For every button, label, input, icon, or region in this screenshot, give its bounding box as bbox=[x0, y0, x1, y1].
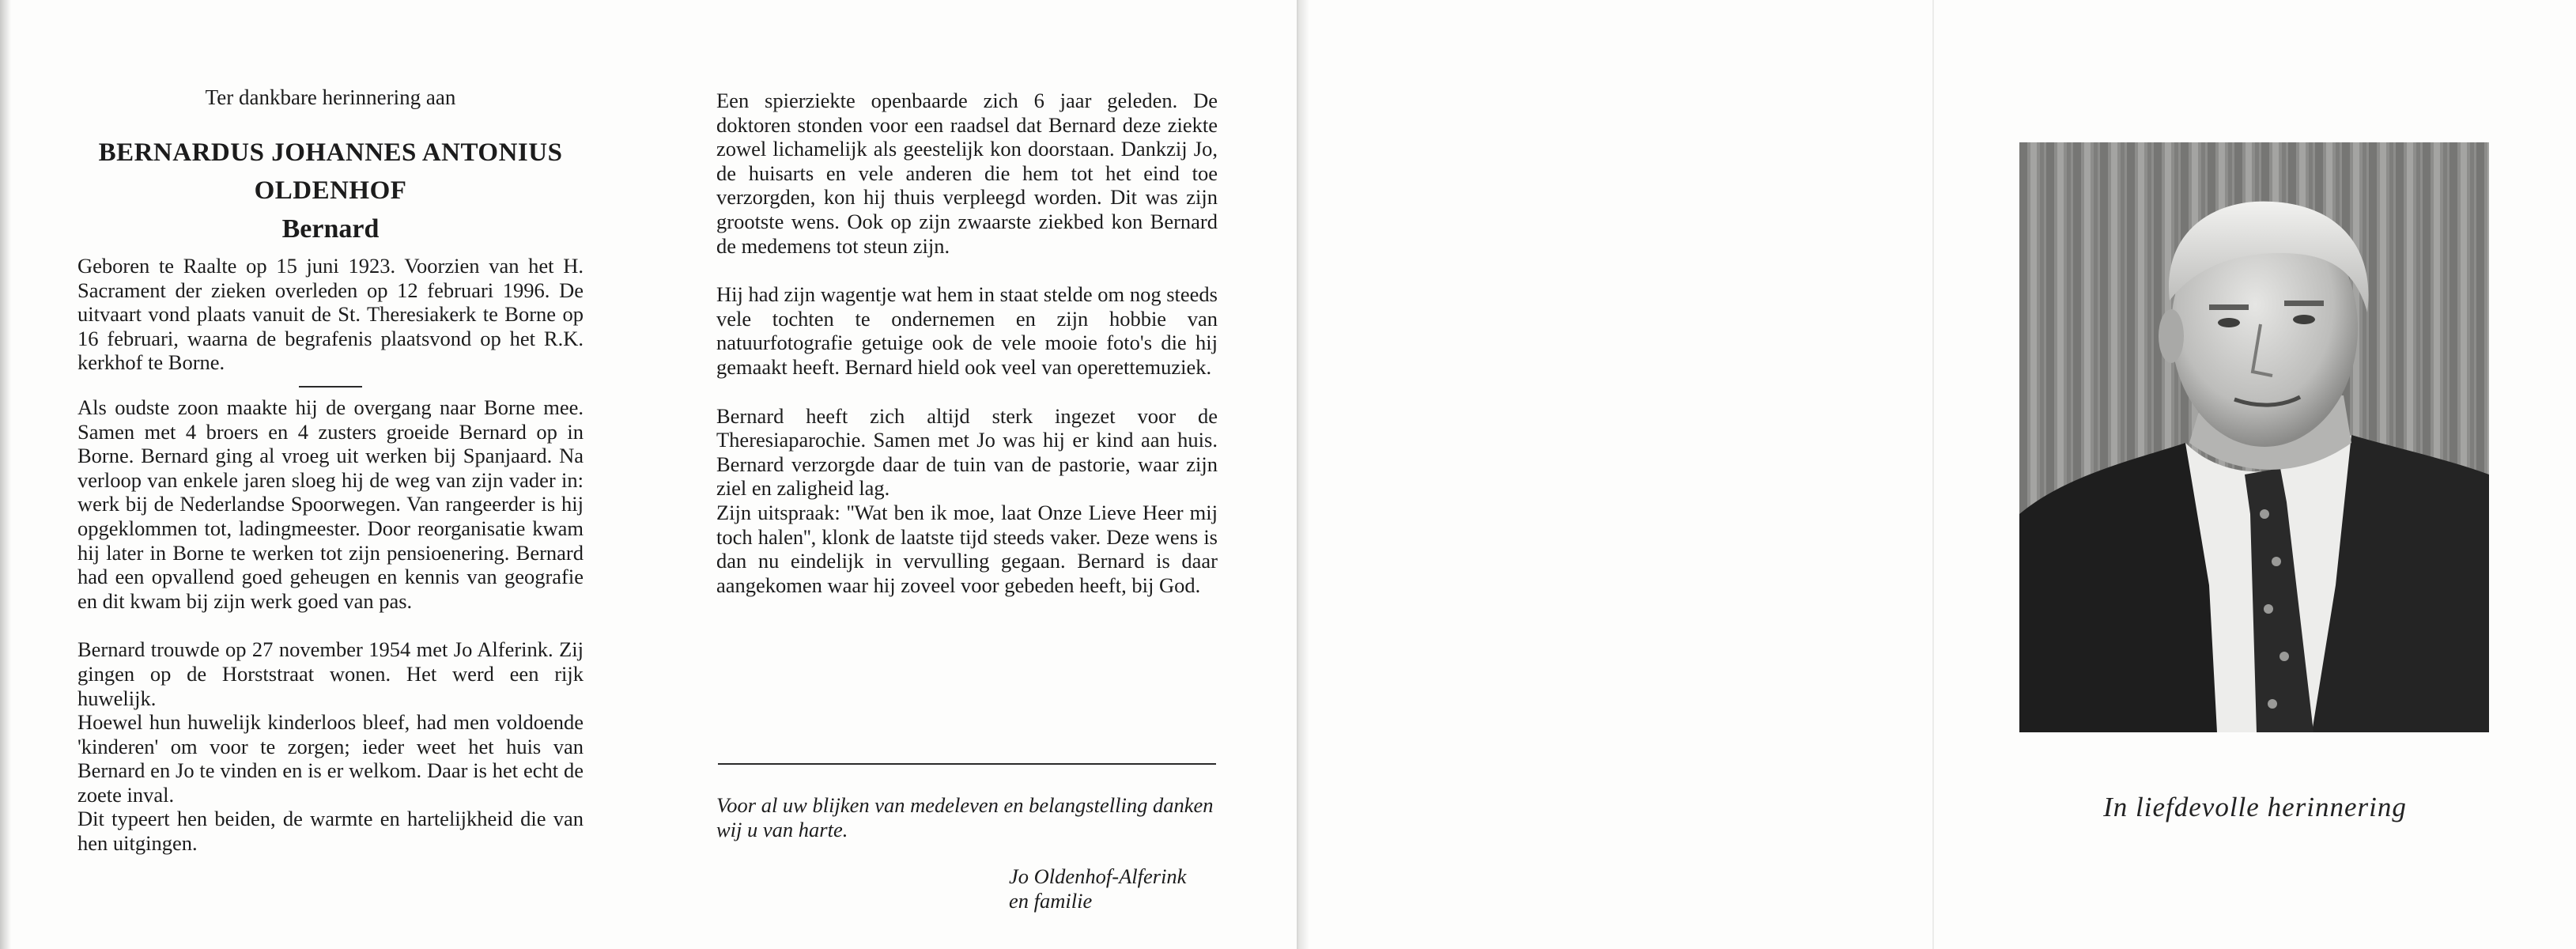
card-fold-line bbox=[1932, 0, 1934, 949]
card-edge-shadow bbox=[0, 0, 11, 949]
hobby-paragraph: Hij had zijn wagentje wat hem in staat stelde om nog steeds vele tochten te ondernemen en zijn hobbie van natuurfotografie getuige ook de vele mooie foto's die hij gemaakt heeft. Bernard hield ook veel van operettemuziek. bbox=[716, 282, 1218, 379]
deceased-nickname: Bernard bbox=[281, 214, 380, 244]
long-divider bbox=[718, 763, 1216, 765]
photo-caption: In liefdevolle herinnering bbox=[2103, 792, 2407, 822]
marriage-paragraph: Bernard trouwde op 27 november 1954 met Jo Alferink. Zij gingen op de Horststraat wonen. Het werd een rijk huwelijk. bbox=[77, 637, 584, 710]
home-paragraph: Hoewel hun huwelijk kinderloos bleef, had men voldoende 'kinderen' om voor te zorgen; ieder weet het huis van Bernard en Jo te vinden en is er welkom. Daar is het echt de zoete inval. bbox=[77, 710, 584, 807]
thanks-text: Voor al uw blijken van medeleven en belangstelling danken wij u van harte. bbox=[716, 793, 1214, 841]
photo-card bbox=[1298, 0, 2576, 949]
birth-paragraph: Geboren te Raalte op 15 juni 1923. Voorzien van het H. Sacrament der zieken overleden op 12 februari 1996. De uitvaart vond plaats vanuit de St. Theresiakerk te Borne op 16 februari, waarna de begrafenis plaatsvond op het R.K. kerkhof te Borne. bbox=[77, 254, 584, 375]
signature-family: en familie bbox=[1009, 888, 1093, 913]
portrait-photo bbox=[2019, 142, 2489, 732]
portrait-photo-image bbox=[2019, 142, 2489, 732]
thanks-block bbox=[716, 793, 1222, 841]
life-paragraph: Als oudste zoon maakte hij de overgang naar Borne mee. Samen met 4 broers en 4 zusters groeide Bernard op in Borne. Bernard ging al vroeg uit werken bij Spanjaard. Na verloop van enkele jaren sloeg hij de weg van zijn vader in: werk bij de Nederlandse Spoorwegen. Van rangeerder is hij opgeklommen tot, ladingmeester. Door reorganisatie kwam hij later in Borne te werken tot zijn pensioenering. Bernard had een opvallend goed geheugen en kennis van geografie en dit kwam bij zijn werk goed van pas. bbox=[77, 395, 584, 613]
left-column bbox=[77, 85, 584, 856]
right-column bbox=[716, 89, 1218, 597]
parish-paragraph: Bernard heeft zich altijd sterk ingezet voor de Theresiaparochie. Samen met Jo was hij er kind aan huis. Bernard verzorgde daar de tuin van de pastorie, waar zijn ziel en zaligheid lag. bbox=[716, 403, 1218, 501]
deceased-name-line1: BERNARDUS JOHANNES ANTONIUS bbox=[98, 138, 563, 167]
signature-block bbox=[1009, 864, 1262, 913]
warmth-paragraph: Dit typeert hen beiden, de warmte en hartelijkheid die van hen uitgingen. bbox=[77, 807, 584, 856]
deceased-name-line2: OLDENHOF bbox=[254, 176, 407, 205]
intro-heading: Ter dankbare herinnering aan bbox=[205, 85, 456, 109]
card-edge-shadow bbox=[1298, 0, 1309, 949]
illness-paragraph: Een spierziekte openbaarde zich 6 jaar geleden. De doktoren stonden voor een raadsel dat Bernard deze ziekte zowel lichamelijk als geestelijk kon doorstaan. Dankzij Jo, de huisarts en vele anderen die hem tot het eind toe verzorgden, kon hij thuis verpleegd worden. Dit was zijn grootste wens. Ook op zijn zwaarste ziekbed kon Bernard de medemens tot steun zijn. bbox=[716, 89, 1218, 258]
quote-paragraph: Zijn uitspraak: ''Wat ben ik moe, laat Onze Lieve Heer mij toch halen'', klonk de laatste tijd steeds vaker. Deze wens is dan nu eindelijk in vervulling gegaan. Bernard is daar aangekomen waar hij zoveel voor gebeden heeft, bij God. bbox=[716, 500, 1218, 597]
signature-name: Jo Oldenhof-Alferink bbox=[1009, 864, 1187, 888]
short-divider bbox=[299, 386, 362, 388]
